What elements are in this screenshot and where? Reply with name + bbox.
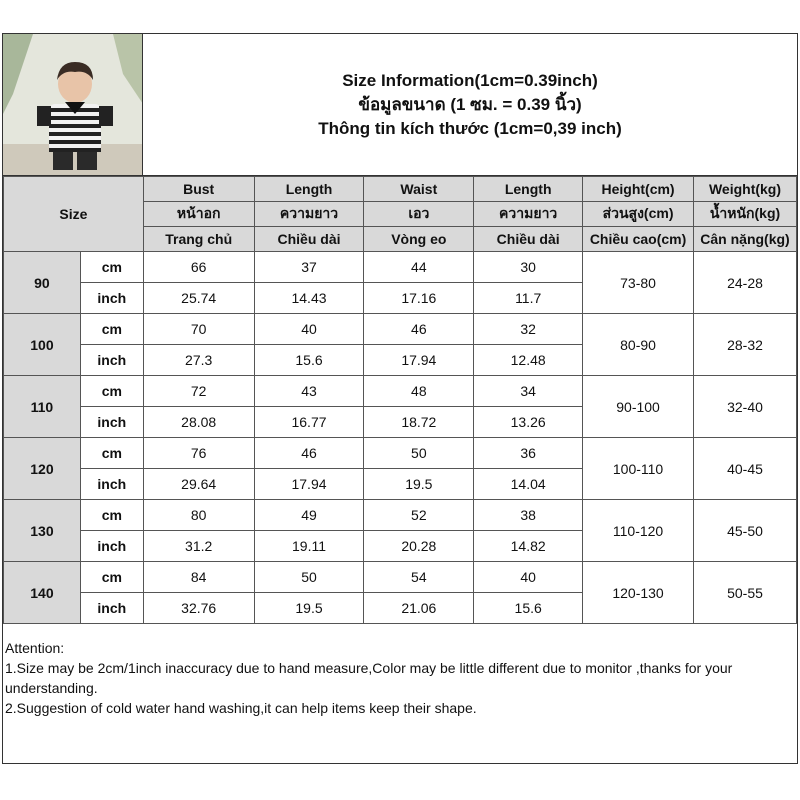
bust-cm: 80	[143, 500, 254, 531]
height-range: 110-120	[583, 500, 694, 562]
col-height-en: Height(cm)	[583, 177, 694, 202]
bust-cm: 70	[143, 314, 254, 345]
unit-cm: cm	[80, 562, 143, 593]
bust-cm: 84	[143, 562, 254, 593]
weight-range: 24-28	[694, 252, 797, 314]
table-row	[4, 252, 797, 283]
bust-inch: 29.64	[143, 469, 254, 500]
table-row	[4, 376, 797, 407]
length-inch: 16.77	[254, 407, 364, 438]
waist-cm: 44	[364, 252, 474, 283]
col-waist-en: Waist	[364, 177, 474, 202]
length-cm: 37	[254, 252, 364, 283]
unit-inch: inch	[80, 283, 143, 314]
attention-line-2: 2.Suggestion of cold water hand washing,it can help items keep their shape.	[5, 700, 477, 716]
waist-inch: 18.72	[364, 407, 474, 438]
height-range: 80-90	[583, 314, 694, 376]
length-cm: 46	[254, 438, 364, 469]
waist-cm: 50	[364, 438, 474, 469]
size-value: 100	[4, 314, 81, 376]
bust-inch: 32.76	[143, 593, 254, 624]
unit-cm: cm	[80, 438, 143, 469]
length2-cm: 32	[474, 314, 583, 345]
col-length-vi: Chiều dài	[254, 227, 364, 252]
waist-cm: 48	[364, 376, 474, 407]
col-height-th: ส่วนสูง(cm)	[583, 202, 694, 227]
col-length-th: ความยาว	[254, 202, 364, 227]
waist-cm: 52	[364, 500, 474, 531]
length-inch: 17.94	[254, 469, 364, 500]
col-waist-vi: Vòng eo	[364, 227, 474, 252]
size-value: 120	[4, 438, 81, 500]
bust-cm: 66	[143, 252, 254, 283]
unit-cm: cm	[80, 500, 143, 531]
size-table	[3, 176, 797, 624]
length2-inch: 14.04	[474, 469, 583, 500]
length2-cm: 40	[474, 562, 583, 593]
weight-range: 45-50	[694, 500, 797, 562]
table-row	[4, 314, 797, 345]
col-height-vi: Chiều cao(cm)	[583, 227, 694, 252]
length2-cm: 30	[474, 252, 583, 283]
height-range: 73-80	[583, 252, 694, 314]
size-chart-sheet	[2, 33, 798, 764]
weight-range: 32-40	[694, 376, 797, 438]
length-inch: 19.5	[254, 593, 364, 624]
product-photo	[3, 34, 143, 176]
attention-heading: Attention:	[5, 640, 65, 656]
table-row	[4, 438, 797, 469]
title-vietnamese: Thông tin kích thước (1cm=0,39 inch)	[318, 118, 622, 138]
unit-inch: inch	[80, 407, 143, 438]
col-weight-vi: Cân nặng(kg)	[694, 227, 797, 252]
col-bust-vi: Trang chủ	[143, 227, 254, 252]
weight-range: 40-45	[694, 438, 797, 500]
length2-inch: 12.48	[474, 345, 583, 376]
size-value: 140	[4, 562, 81, 624]
unit-inch: inch	[80, 531, 143, 562]
length-inch: 14.43	[254, 283, 364, 314]
unit-inch: inch	[80, 593, 143, 624]
waist-inch: 20.28	[364, 531, 474, 562]
length2-inch: 15.6	[474, 593, 583, 624]
bust-inch: 31.2	[143, 531, 254, 562]
bust-inch: 28.08	[143, 407, 254, 438]
table-row	[4, 562, 797, 593]
title-thai: ข้อมูลขนาด (1 ซม. = 0.39 นิ้ว)	[358, 94, 582, 114]
length-cm: 43	[254, 376, 364, 407]
height-range: 90-100	[583, 376, 694, 438]
col-waist-th: เอว	[364, 202, 474, 227]
size-value: 110	[4, 376, 81, 438]
unit-inch: inch	[80, 345, 143, 376]
length-cm: 49	[254, 500, 364, 531]
waist-inch: 17.16	[364, 283, 474, 314]
weight-range: 28-32	[694, 314, 797, 376]
size-information-title	[143, 34, 797, 176]
length-inch: 15.6	[254, 345, 364, 376]
col-bust-th: หน้าอก	[143, 202, 254, 227]
title-english: Size Information(1cm=0.39inch)	[342, 70, 598, 90]
unit-cm: cm	[80, 314, 143, 345]
length2-cm: 36	[474, 438, 583, 469]
unit-inch: inch	[80, 469, 143, 500]
size-column-header: Size	[4, 177, 144, 252]
waist-cm: 46	[364, 314, 474, 345]
waist-inch: 17.94	[364, 345, 474, 376]
attention-line-1: 1.Size may be 2cm/1inch inaccuracy due to hand measure,Color may be little different due to monitor ,thanks for your understanding.	[5, 660, 733, 696]
col-length2-th: ความยาว	[474, 202, 583, 227]
col-length-en: Length	[254, 177, 364, 202]
bust-inch: 27.3	[143, 345, 254, 376]
bust-inch: 25.74	[143, 283, 254, 314]
length-cm: 50	[254, 562, 364, 593]
unit-cm: cm	[80, 376, 143, 407]
length-inch: 19.11	[254, 531, 364, 562]
height-range: 100-110	[583, 438, 694, 500]
length2-inch: 14.82	[474, 531, 583, 562]
length2-cm: 34	[474, 376, 583, 407]
col-weight-en: Weight(kg)	[694, 177, 797, 202]
weight-range: 50-55	[694, 562, 797, 624]
col-length2-en: Length	[474, 177, 583, 202]
waist-inch: 19.5	[364, 469, 474, 500]
height-range: 120-130	[583, 562, 694, 624]
length2-inch: 11.7	[474, 283, 583, 314]
bust-cm: 76	[143, 438, 254, 469]
waist-cm: 54	[364, 562, 474, 593]
col-length2-vi: Chiều dài	[474, 227, 583, 252]
length-cm: 40	[254, 314, 364, 345]
length2-cm: 38	[474, 500, 583, 531]
col-weight-th: น้ำหนัก(kg)	[694, 202, 797, 227]
size-value: 130	[4, 500, 81, 562]
col-bust-en: Bust	[143, 177, 254, 202]
table-row	[4, 500, 797, 531]
length2-inch: 13.26	[474, 407, 583, 438]
attention-notes	[5, 638, 795, 718]
child-photo-illustration	[3, 34, 143, 176]
size-value: 90	[4, 252, 81, 314]
waist-inch: 21.06	[364, 593, 474, 624]
bust-cm: 72	[143, 376, 254, 407]
unit-cm: cm	[80, 252, 143, 283]
